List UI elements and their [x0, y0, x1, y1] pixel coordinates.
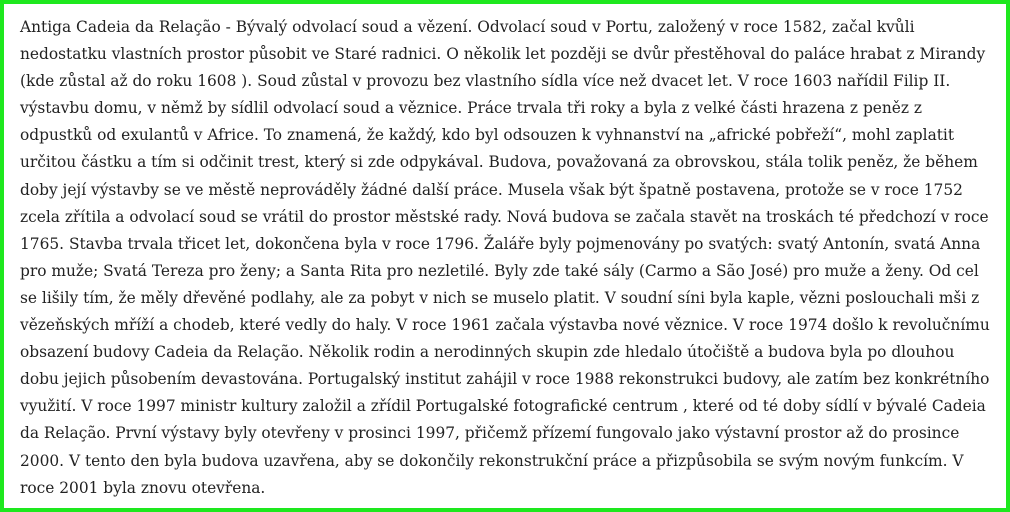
- body-paragraph: Antiga Cadeia da Relação - Bývalý odvolací soud a vězení. Odvolací soud v Portu, založený v roce 1582, začal kvůli nedostatku vlastních prostor působit ve Staré radnici. O několik let později se dvůr přestěhoval do paláce hrabat z Mirandy (kde zůstal až do roku 1608 ). Soud zůstal v provozu bez vlastního sídla více než dvacet let. V roce 1603 nařídil Filip II. výstavbu domu, v němž by sídlil odvolací soud a věznice. Práce trvala tři roky a byla z velké části hrazena z peněz z odpustků od exulantů v Africe. To znamená, že každý, kdo byl odsouzen k vyhnanství na „africké pobřeží“, mohl zaplatit určitou částku a tím si odčinit trest, který si zde odpykával. Budova, považovaná za obrovskou, stála tolik peněz, že během doby její výstavby se ve městě neprováděly žádné další práce. Musela však být špatně postavena, protože se v roce 1752 zcela zřítila a odvolací soud se vrátil do prostor městské rady. Nová budova se začala stavět na troskách té předchozí v roce 1765. Stavba trvala třicet let, dokončena byla v roce 1796. Žaláře byly pojmenovány po svatých: svatý Antonín, svatá Anna pro muže; Svatá Tereza pro ženy; a Santa Rita pro nezletilé. Byly zde také sály (Carmo a São José) pro muže a ženy. Od cel se lišily tím, že měly dřevěné podlahy, ale za pobyt v nich se muselo platit. V soudní síni byla kaple, vězni poslouchali mši z vězeňských mříží a chodeb, které vedly do haly. V roce 1961 začala výstavba nové věznice. V roce 1974 došlo k revolučnímu obsazení budovy Cadeia da Relação. Několik rodin a nerodinných skupin zde hledalo útočiště a budova byla po dlouhou dobu jejich působením devastována. Portugalský institut zahájil v roce 1988 rekonstrukci budovy, ale zatím bez konkrétního využití. V roce 1997 ministr kultury založil a zřídil Portugalské fotografické centrum , které od té doby sídlí v bývalé Cadeia da Relação. První výstavy byly otevřeny v prosinci 1997, přičemž přízemí fungovalo jako výstavní prostor až do prosince 2000. V tento den byla budova uzavřena, aby se dokončily rekonstrukční práce a přizpůsobila se svým novým funkcím. V roce 2001 byla znovu otevřena.: [20, 18, 990, 497]
